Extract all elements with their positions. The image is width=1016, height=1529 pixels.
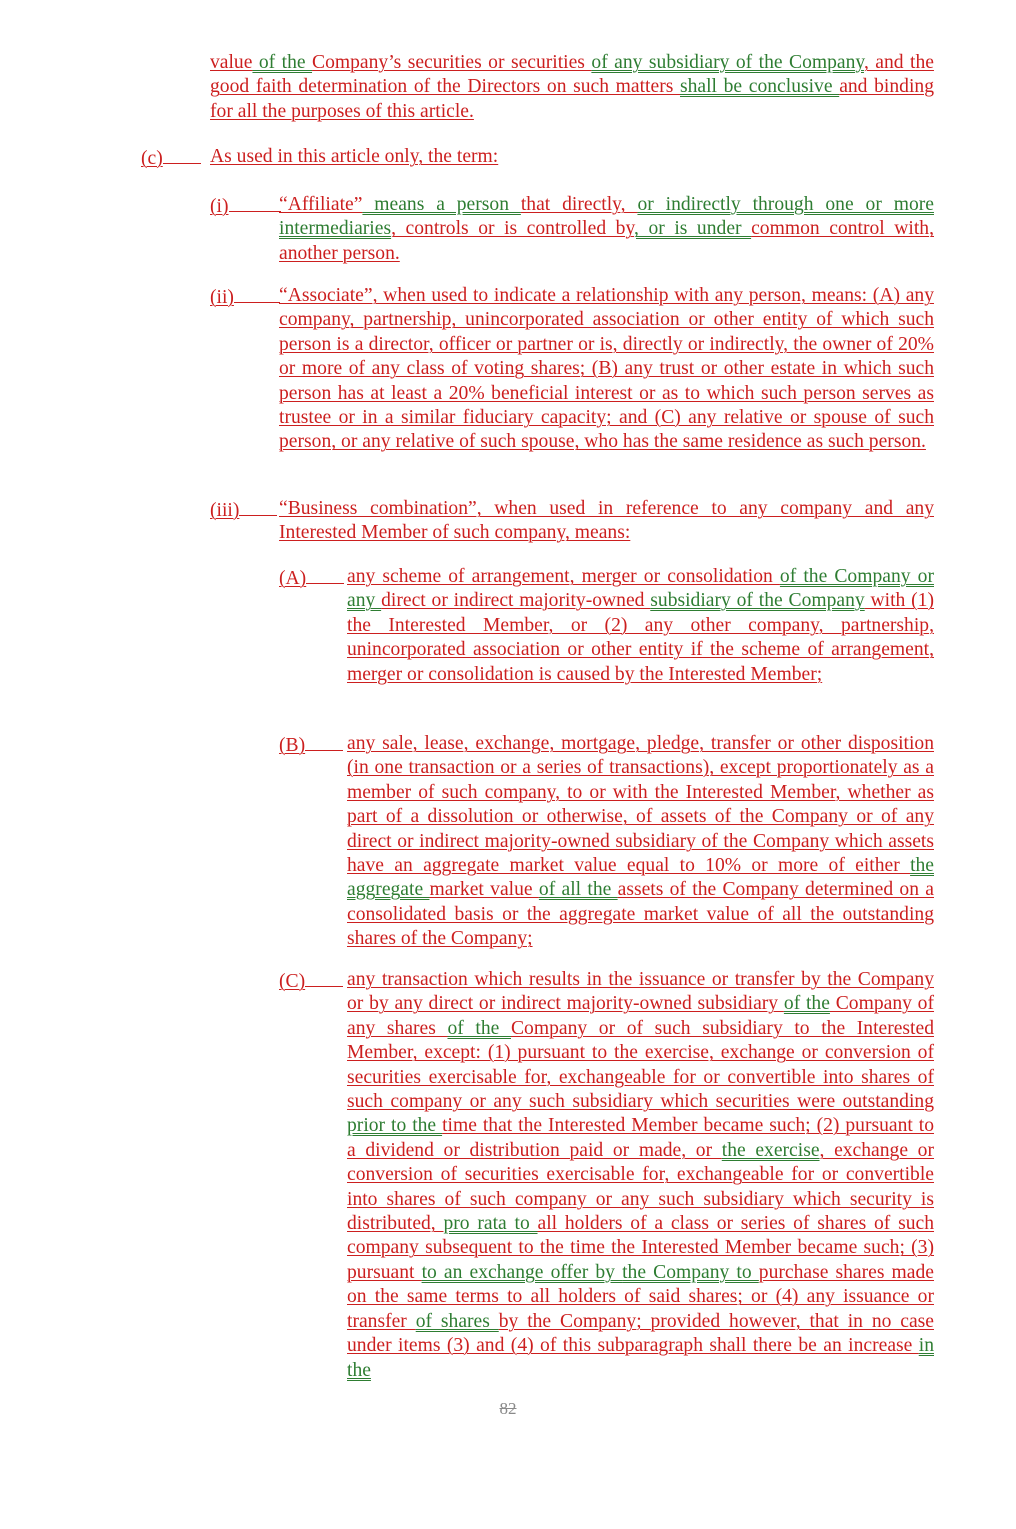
deleted-text: any sale, lease, exchange, mortgage, pledge, transfer or other disposition (in one transaction or a series of transactions), except proportionately as a member of such company, to or with the Interested Member, whether as part of a dissolution or otherwise, of assets of the Company or of any direct or indirect majority-owned subsidiary of the Company which assets have an aggregate market value equal to 10% or more of either — [347, 733, 934, 877]
inserted-text: means a person — [362, 194, 521, 215]
deleted-text: common control with, another person. — [279, 218, 934, 264]
inserted-text: shall be conclusive — [679, 76, 840, 98]
clause-B-text — [347, 732, 934, 952]
deleted-text: As used in this article only, the term: — [210, 146, 499, 167]
clause-number-C: (C) — [279, 968, 343, 994]
deleted-text: Company or of such subsidiary to the Interested Member, except: (1) pursuant to the exercise, exchange or conversion of securities exercisable for, exchangeable for or convertible into shares of such company or any such subsidiary which securities were outstanding — [347, 1017, 934, 1113]
inserted-text: to an exchange offer by — [421, 1261, 623, 1283]
inserted-text: of all the — [538, 879, 618, 901]
inserted-text: the aggregate — [347, 855, 934, 901]
clause-number-A: (A) — [279, 565, 344, 591]
inserted-text: of the — [252, 52, 313, 73]
clause-number-c: (c) — [141, 145, 201, 171]
inserted-text: of the — [783, 993, 830, 1015]
deleted-text: that directly, — [520, 194, 638, 215]
clause-A-text — [347, 565, 934, 687]
deleted-text: direct or indirect majority-owned — [381, 590, 651, 612]
deleted-text: assets of the Company determined on a consolidated basis or the aggregate market value of all the outstanding shares of the Company; — [347, 879, 934, 950]
deleted-text: “Business combination”, when used in reference to any company and any Interested Member of such company, means: — [279, 498, 934, 544]
deleted-text: any transaction which results in the issuance or transfer by the Company or by any direct or indirect majority-owned subsidiary — [347, 969, 934, 1015]
inserted-text: pro rata to — [443, 1213, 538, 1235]
inserted-text: of shares — [415, 1310, 499, 1332]
deleted-text: and binding for all the purposes of this article. — [210, 76, 934, 122]
deleted-text: time that the Interested Member became such; (2) pursuant to a dividend or distribution paid or made, or — [347, 1115, 934, 1161]
deleted-text: “Associate”, when used to indicate a relationship with any person, means: (A) any company, partnership, unincorporated association or other entity of which such person is a director, officer or partner or is, directly or indirectly, the owner of 20% or more of any class of voting shares; (B) any trust or other estate in which such person has at least a 20% beneficial interest or as to which such person serves as trustee or in a similar fiduciary capacity; and (C) any relative or spouse of such person, or any relative of such spouse, who has the same residence as such person. — [279, 285, 934, 453]
deleted-text: “Affiliate” — [279, 194, 363, 215]
inserted-text: in the — [347, 1335, 934, 1381]
deleted-text: any scheme of arrangement, merger or consolidation — [347, 566, 780, 587]
inserted-text: or indirectly through one or more intermediaries — [279, 194, 934, 240]
clause-number-ii: (ii) — [210, 284, 280, 310]
deleted-text: purchase shares made on the same terms to all holders of said shares; or (4) any issuance or transfer — [347, 1261, 934, 1332]
clause-ii-associate — [279, 284, 934, 455]
clause-number-i: (i) — [210, 193, 281, 219]
deleted-text: by the Company; provided however, that in no case under items (3) and (4) of this subparagraph shall there be an increase — [347, 1310, 934, 1357]
deleted-text: value — [210, 52, 253, 73]
deleted-text: , controls or is controlled by — [391, 218, 634, 240]
deleted-text: all holders of a class or series of shares of such company subsequent to the time the Interested Member became such; (3) pursuant — [347, 1213, 935, 1283]
deleted-text: with (1) the Interested Member, or (2) any other company, partnership, unincorporated association or other entity if the scheme of arrangement, merger or consolidation is caused by the Interested Member; — [347, 590, 934, 685]
inserted-text: prior to the — [347, 1115, 443, 1137]
inserted-text: of the Company or any — [347, 566, 934, 612]
clause-number-B: (B) — [279, 732, 343, 758]
deleted-text: , exchange or conversion of securities exercisable for, exchangeable for or convertible into shares of such company or any such subsidiary which security is distributed, — [347, 1139, 935, 1235]
inserted-text: of any subsidiary of the Company — [591, 52, 864, 73]
clause-c-text — [210, 145, 934, 169]
clause-number-iii: (iii) — [210, 497, 277, 523]
inserted-text: , or is under — [634, 218, 752, 240]
clause-C-text — [347, 968, 934, 1383]
deleted-text: , and the good faith determination of the Directors on such matters — [210, 52, 934, 98]
inserted-text: of the — [447, 1017, 511, 1039]
clause-i-affiliate — [279, 193, 934, 266]
page-number: 82 — [499, 1399, 517, 1418]
clause-iii-business-combination — [279, 497, 934, 546]
inserted-text: the exercise — [721, 1139, 820, 1161]
deleted-text: market value — [429, 879, 539, 901]
inserted-text: the Company to — [622, 1261, 759, 1283]
inserted-text: subsidiary of the Company — [650, 590, 865, 612]
deleted-text: Company of any shares — [347, 993, 935, 1039]
deleted-text: Company’s securities or securities — [312, 52, 592, 73]
paragraph-continuation — [210, 51, 934, 124]
